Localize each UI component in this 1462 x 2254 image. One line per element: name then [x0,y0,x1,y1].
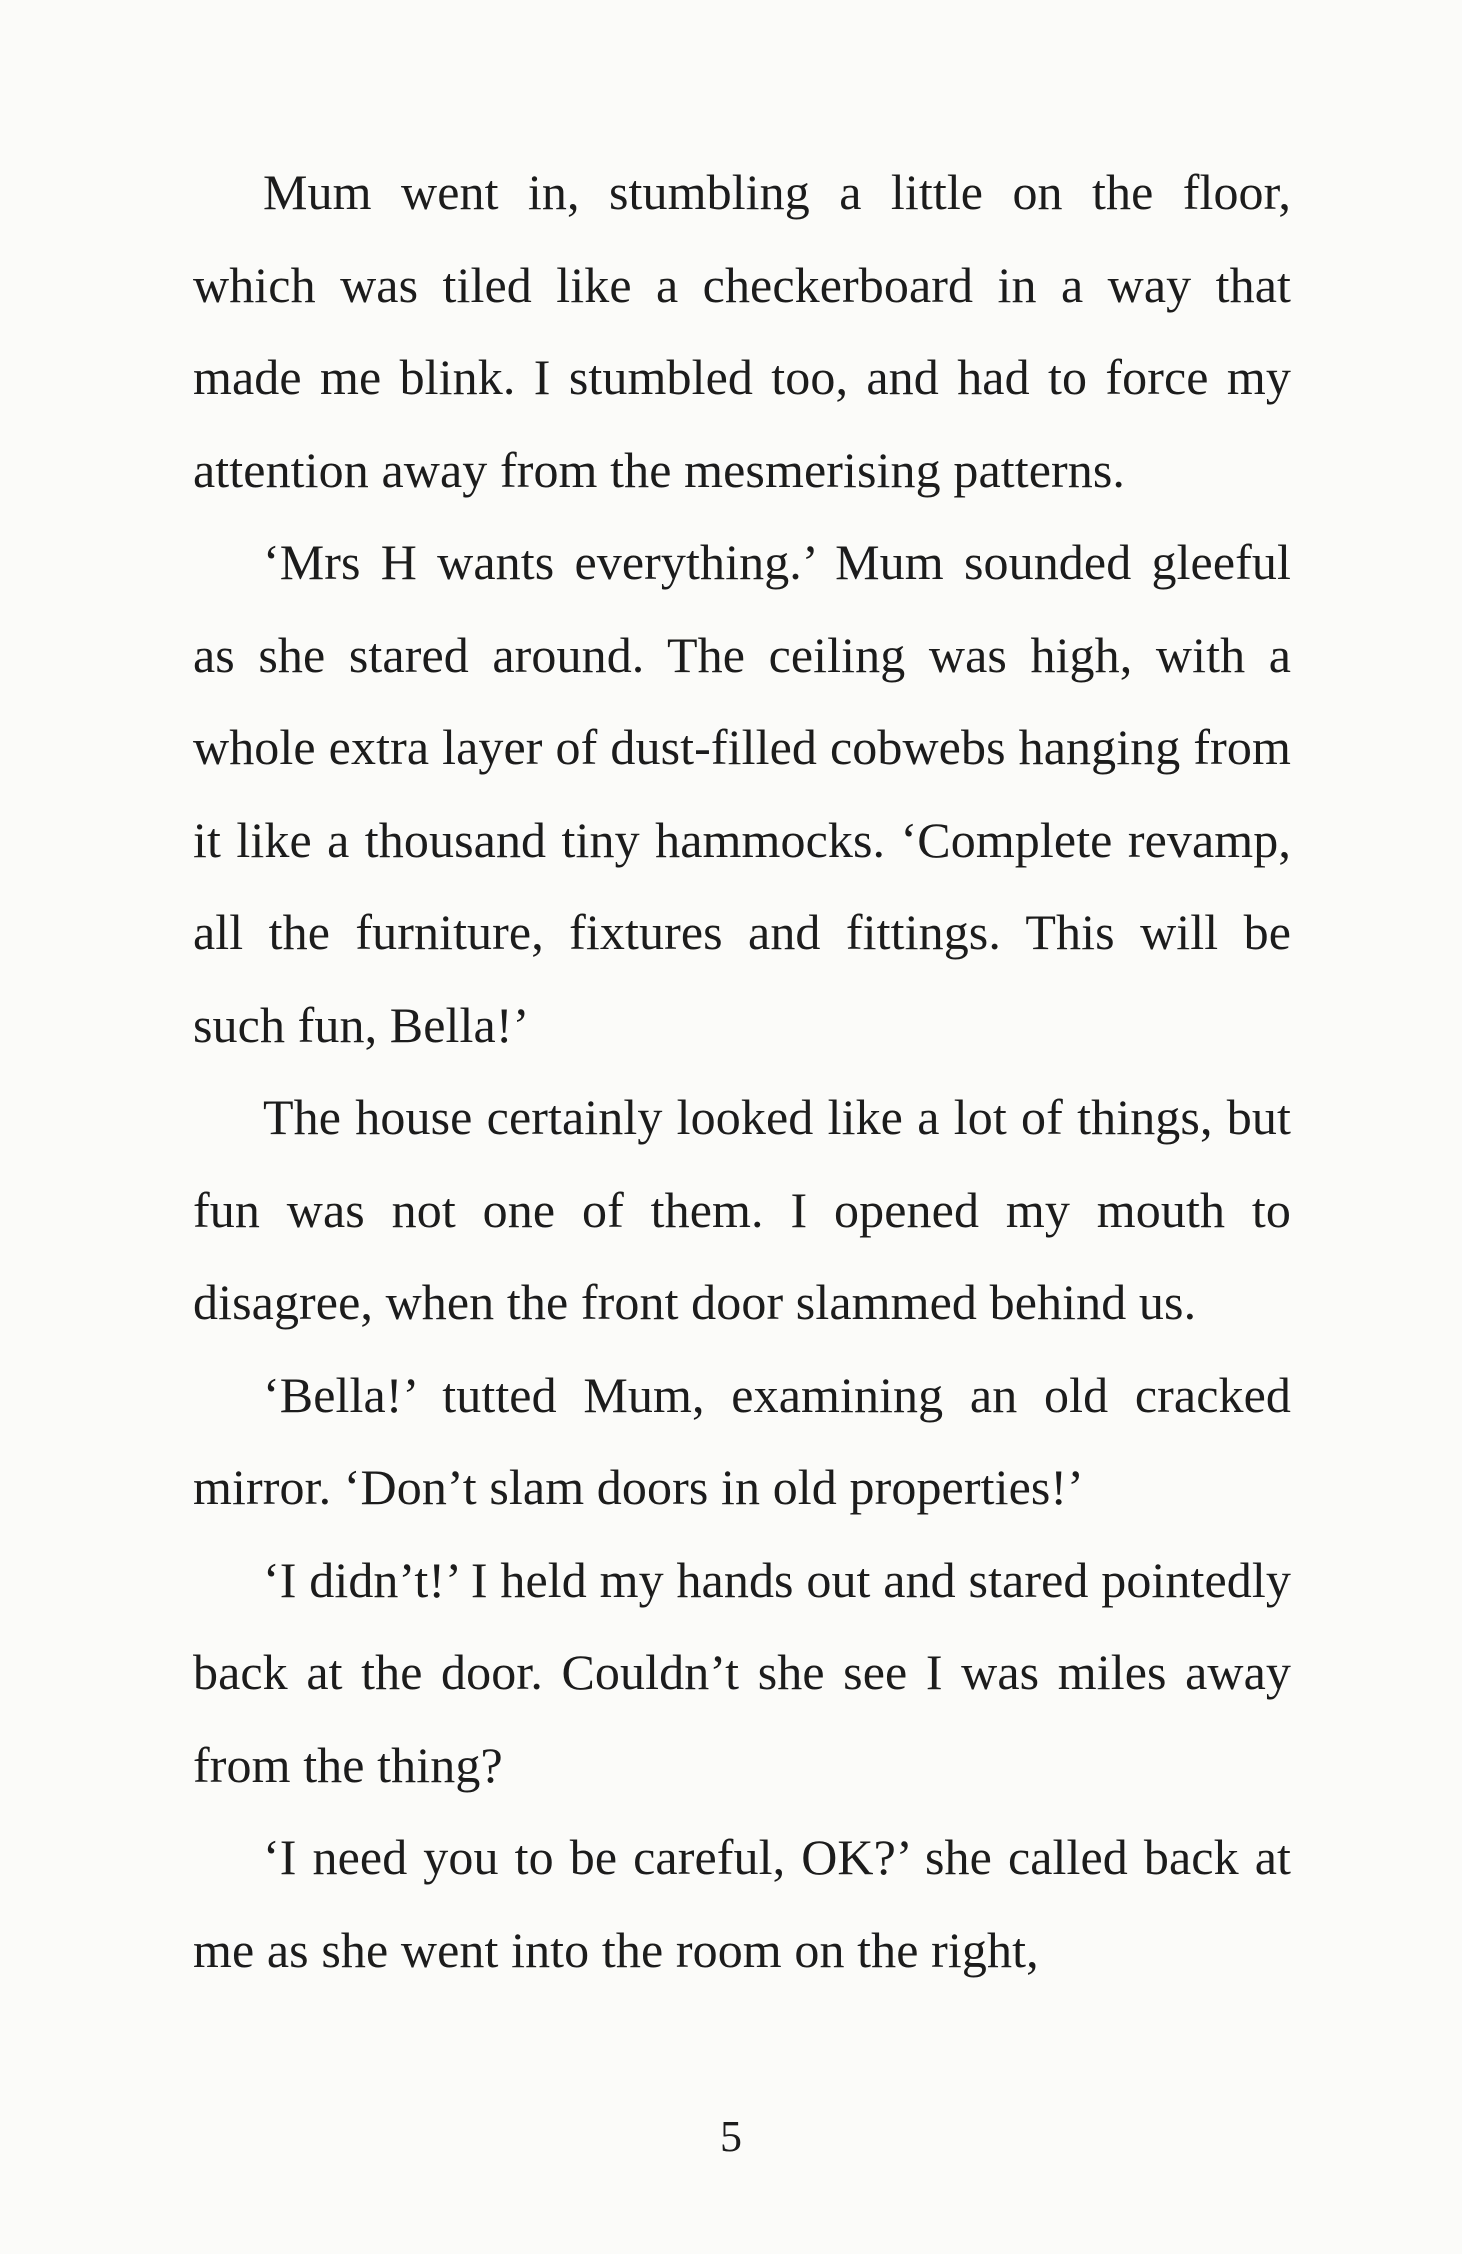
page-number: 5 [720,2112,742,2161]
paragraph-3: The house certainly looked like a lot of things, but fun was not one of them. I opened my mouth to disagree, when the front door slammed behind us. [193,1089,1291,1330]
paragraph-1: Mum went in, stumbling a little on the floor, which was tiled like a checkerboard in a way that made me blink. I stumbled too, and had to force my attention away from the mesmerising patterns. [193,164,1291,498]
body-text [193,146,1291,1996]
paragraph-4: ‘Bella!’ tutted Mum, examining an old cracked mirror. ‘Don’t slam doors in old properties!’ [193,1366,1291,1515]
paragraph-2: ‘Mrs H wants everything.’ Mum sounded gleeful as she stared around. The ceiling was high, with a whole extra layer of dust-filled cobwebs hanging from it like a thousand tiny hammocks. ‘Complete revamp, all the furniture, fixtures and fittings. This will be such fun, Bella!’ [193,534,1291,1053]
paragraph-6: ‘I need you to be careful, OK?’ she called back at me as she went into the room on the right, [193,1829,1291,1978]
paragraph-5: ‘I didn’t!’ I held my hands out and stared pointedly back at the door. Couldn’t she see I was miles away from the thing? [193,1551,1291,1793]
